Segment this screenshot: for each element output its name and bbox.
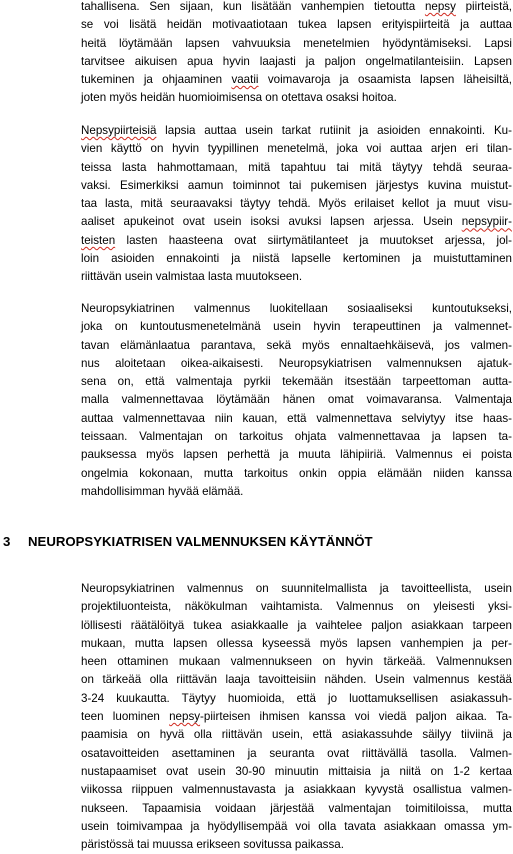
text-run: on tärkeää olla riittävän laaja tavoitteisiin nähden. Usein valmennus kestää — [81, 673, 512, 687]
text-run: auttaa valmennettavaa niin kauan, että valmennettava selviytyy itse haas- — [81, 411, 512, 425]
text-line — [81, 580, 512, 598]
text-run: -piirteisen ihmisen kanssa voi viedä paljon aikaa. Ta- — [200, 710, 512, 724]
text-line — [81, 428, 512, 446]
text-line — [81, 836, 512, 854]
text-run: teen luominen — [81, 710, 170, 724]
text-line — [81, 690, 512, 708]
spellcheck-word: teisten — [81, 233, 116, 247]
text-line — [81, 818, 512, 836]
text-run: tavan elämänlaatua parantava, sekä myös ennaltaehkäisevä, jos valmen- — [81, 338, 512, 352]
text-line — [81, 177, 512, 195]
text-line — [81, 195, 512, 213]
text-run: taa lasta, mitä seuraavaksi täytyy tehdä. Myös erilaiset kellot ja muut visu- — [81, 197, 512, 211]
text-line — [81, 391, 512, 409]
text-run: riittävän usein valmistaa lasta muutokseen. — [81, 270, 303, 284]
text-line — [81, 35, 512, 53]
text-line — [81, 708, 512, 726]
text-line — [81, 122, 512, 140]
text-run: piirteistä, — [455, 0, 512, 13]
text-run: tahallisena. Sen sijaan, kun lisätään vanhempien tietoutta — [81, 0, 425, 13]
text-run: joka on kuntoutusmenetelmänä usein hyvin terapeuttinen ja valmennet- — [81, 320, 512, 334]
text-run: sena on, että valmentaja pyrkii tekemään itsestään tarpeettoman autta- — [81, 375, 512, 389]
text-run: loin asioiden ennakointi ja niistä lapselle kertominen ja muistuttaminen — [81, 252, 512, 266]
text-line — [81, 337, 512, 355]
text-line — [81, 355, 512, 373]
paragraph-valmennuksen-kaytannot — [81, 580, 512, 854]
section-heading — [0, 534, 513, 554]
text-line — [81, 726, 512, 744]
text-line — [81, 213, 512, 231]
text-line — [81, 0, 512, 16]
text-run: viikossa riippuen valmennustavasta ja asiakkaan kyvystä osallistua valmen- — [81, 783, 512, 797]
text-run: nukseen. Tapaamisia voidaan järjestää valmentajan toimitiloissa, mutta — [81, 801, 512, 815]
text-run: osatavoitteiden asettaminen ja seuranta ovat riittävällä tasolla. Valmen- — [81, 746, 512, 760]
text-line — [81, 268, 512, 286]
spellcheck-word: vaatii — [231, 73, 259, 87]
text-line — [81, 71, 512, 89]
spellcheck-word: Nepsypiirteisiä — [81, 124, 157, 137]
text-line — [81, 483, 512, 501]
text-line — [81, 781, 512, 799]
text-run: 3-24 kuukautta. Täytyy huomioida, että jo luottamuksellisen asiakassuh- — [81, 691, 512, 705]
text-run: pauksessa myös lapsen perhettä ja muuta lähipiiriä. Valmennus ei poista — [81, 448, 512, 462]
text-run: se voi lisätä heidän motivaatiotaan tukea lapsen erityispiirteitä ja auttaa — [81, 18, 512, 32]
text-line — [81, 763, 512, 781]
text-line — [81, 617, 512, 635]
paragraph-vanhempien-tietous — [81, 0, 512, 108]
text-run: nustapaamiset ovat usein 30-90 minuutin mittaisia ja niitä on 1-2 kertaa — [81, 764, 512, 778]
spellcheck-word: nepsy — [424, 0, 456, 13]
section-number: 3 — [3, 534, 11, 549]
text-run: lapsia auttaa usein tarkat rutiinit ja asioiden ennakointi. Ku- — [156, 124, 512, 137]
text-run: heen ottaminen mukaan valmennukseen on hyvin tärkeää. Valmennuksen — [81, 655, 512, 669]
text-line — [81, 745, 512, 763]
text-line — [81, 653, 512, 671]
text-run: malla valmennettavaa löytämään hänen omat voimavaransa. Valmentaja — [81, 393, 512, 407]
text-line — [81, 140, 512, 158]
text-line — [81, 446, 512, 464]
text-line — [81, 318, 512, 336]
section-title: NEUROPSYKIATRISEN VALMENNUKSEN KÄYTÄNNÖT — [28, 534, 373, 549]
text-run: Neuropsykiatrinen valmennus luokitellaan sosiaaliseksi kuntoutukseksi, — [81, 302, 512, 315]
text-line — [81, 800, 512, 818]
text-run: lasten haasteena ovat siirtymätilanteet ja muutokset arjessa, jol- — [115, 233, 512, 247]
text-run: usein toimivampaa ja hyödyllisempää voi olla tavata asiakkaan omassa ym- — [81, 819, 512, 833]
text-line — [81, 159, 512, 177]
text-line — [81, 300, 512, 318]
text-line — [81, 671, 512, 689]
text-run: päristössä tai muussa erikseen sovitussa paikassa. — [81, 838, 344, 852]
text-run: joten myös heidän huomioimisensa on otettava osaksi hoitoa. — [81, 91, 397, 105]
text-line — [81, 250, 512, 268]
text-line — [81, 465, 512, 483]
text-line — [81, 635, 512, 653]
text-run: mukaan, mutta lapsen ollessa kyseessä myös lapsen vanhempien ja per- — [81, 636, 512, 650]
text-run: Neuropsykiatrinen valmennus on suunnitelmallista ja tavoitteellista, usein — [81, 582, 512, 595]
text-run: löllisesti räätälöityä tukea asiakkaalle ja vaihtelee paljon asiakkaan tarpeen — [81, 618, 512, 632]
text-run: paamisia on hyvä olla riittävän usein, että asiakassuhde säilyy tiiviinä ja — [81, 728, 512, 742]
text-run: aaliset apukeinot ovat usein isoksi avuksi lapsen arjessa. Usein — [81, 215, 462, 229]
text-run: projektiluonteista, näkökulman vaihtamista. Valmennus on yleisesti yksi- — [81, 600, 512, 614]
text-line — [81, 598, 512, 616]
spellcheck-word: nepsy — [169, 710, 201, 724]
text-run: vien käyttö on hyvin tyypillinen menetelmä, joka voi auttaa arjen eri tilan- — [81, 142, 512, 156]
text-run: heitä löytämään lapsen vahvuuksia menetelmien hyödyntämiseksi. Lapsi — [81, 36, 512, 50]
text-run: tarvitsee aikuisen apua hyvin laajasti ja paljon ongelmatilanteisiin. Lapsen — [81, 54, 512, 68]
text-run: mahdollisimman hyvää elämää. — [81, 484, 244, 498]
text-run: teissaan. Valmentajan on tarkoitus ohjata valmennettavaa ja lapsen ta- — [81, 430, 512, 444]
text-run: teissa lasta hahmottamaan, mitä tapahtuu tai mitä täytyy tehdä seuraa- — [81, 160, 512, 174]
text-run: voimavaroja ja osaamista lapsen läheisiltä, — [258, 73, 512, 87]
text-line — [81, 16, 512, 34]
text-line — [81, 53, 512, 71]
text-line — [81, 373, 512, 391]
text-run: vaksi. Esimerkiksi aamun toiminnot tai pukemisen järjestys kuvina muistut- — [81, 178, 512, 192]
text-line — [81, 232, 512, 250]
text-line — [81, 410, 512, 428]
text-run: ongelmia kokonaan, mutta tarkoitus onkin oppia elämään niiden kanssa — [81, 466, 512, 480]
paragraph-sosiaalinen-kuntoutus — [81, 300, 512, 501]
spellcheck-word: nepsypiir- — [461, 215, 512, 229]
text-run: tukeminen ja ohjaaminen — [81, 73, 232, 87]
text-run: nus aloitetaan oikea-aikaisesti. Neuropsykiatrisen valmennuksen ajatuk- — [81, 356, 512, 370]
paragraph-rutiinit-ennakointi — [81, 122, 512, 287]
text-line — [81, 89, 512, 107]
